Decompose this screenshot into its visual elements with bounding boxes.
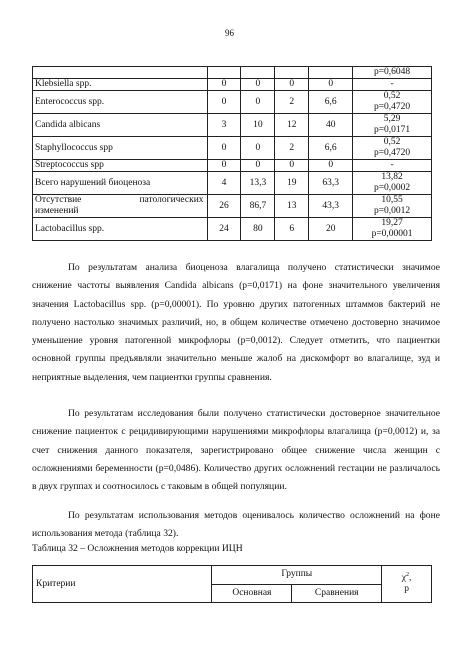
table-cell-value: 43,3 [309, 195, 353, 218]
table-cell-name: Candida albicans [33, 114, 208, 137]
table-cell-value: 0 [241, 137, 275, 160]
header-chi [382, 566, 432, 603]
table-cell-value: 0 [309, 160, 353, 172]
header-p: p [404, 584, 409, 594]
table-cell-stat [353, 218, 432, 241]
table-cell-stat [353, 114, 432, 137]
table-cell-value: 40 [309, 114, 353, 137]
chi-suffix: , [408, 573, 412, 583]
table-cell-value: 3 [207, 114, 241, 137]
cell-line: изменений [35, 206, 79, 216]
table-row [33, 218, 432, 241]
table-cell-stat [353, 91, 432, 114]
table-cell-value: 2 [275, 91, 309, 114]
table-cell-stat [353, 79, 432, 91]
table-row [33, 79, 432, 91]
table-cell-value: 12 [275, 114, 309, 137]
stat-value: 0,52 [383, 91, 401, 101]
table-row [33, 137, 432, 160]
table-cell-value: 0 [241, 160, 275, 172]
table-cell-stat [353, 137, 432, 160]
table-row [33, 195, 432, 218]
stat-value: 0,52 [383, 137, 401, 147]
paragraph-text: По результатам анализа биоценоза влагалища получено статистически значимое снижение частоты выявления Candida albicans (p=0,0171) на фоне значительного увеличения значения Lactobacillus spp. (p=0,00001). По уровню других патогенных штаммов бактерий не получено настолько значимых различий, но, в общем количестве отмечено достоверно значимое уменьшение уровня патогенной микрофлоры (p=0,0012). Следует отметить, что пациентки основной группы предъявляли значительно меньше жалоб на дискомфорт во влагалище, зуд и неприятные выделения, чем пациентки группы сравнения. [32, 262, 440, 383]
p-value: p=0,00001 [371, 229, 413, 239]
header-criteria: Критерии [33, 566, 212, 603]
stat-value: 19,27 [381, 218, 403, 228]
table-cell-name: Staphyllococcus spp [33, 137, 208, 160]
p-value: p=0,4720 [373, 148, 411, 158]
table-cell-name: Klebsiella spp. [33, 79, 208, 91]
paragraph-text: По результатам исследования были получено статистически достоверное значительное снижение пациенток с рецидивирующими нарушениями микрофлоры влагалища (p=0,0012) и, за счет снижения данного показателя, зарегистрировано общее снижение числа женщин с осложнениями беременности (p=0,0486). Количество других осложнений гестации не различалось в двух группах и соотносилось с таковым в общей популяции. [32, 408, 440, 493]
paragraph-text: По результатам использования методов оценивалось количество осложнений на фоне использования метода (таблица 32). [32, 510, 440, 540]
table-cell-name: Lactobacillus spp. [33, 218, 208, 241]
table-caption: Таблица 32 – Осложнения методов коррекции ИЦН [32, 543, 243, 554]
chi-symbol: χ [401, 573, 406, 583]
table-cell-value: 6 [275, 218, 309, 241]
table-cell-value: 20 [309, 218, 353, 241]
stat-value: - [390, 79, 394, 89]
table-cell-value: 4 [207, 172, 241, 195]
chi-superscript: 2 [405, 571, 409, 578]
table-cell-value: 0 [207, 79, 241, 91]
table-cell-value: 24 [207, 218, 241, 241]
table-cell-value: 0 [241, 79, 275, 91]
table-cell-stat [353, 195, 432, 218]
table-cell-stat [353, 160, 432, 172]
header-groups: Группы [212, 566, 382, 585]
table-cell-value: 19 [275, 172, 309, 195]
table-row [33, 114, 432, 137]
table-cell-name: Всего нарушений биоценоза [33, 172, 208, 195]
header-main: Основная [212, 584, 292, 603]
microflora-table [32, 66, 432, 241]
cell-line: Отсутствие патологических [35, 195, 204, 205]
table-cell-value: 86,7 [241, 195, 275, 218]
table-cell-value: 13 [275, 195, 309, 218]
table-cell-value: 0 [241, 91, 275, 114]
header-compare: Сравнения [292, 584, 382, 603]
table-cell-value: 26 [207, 195, 241, 218]
table-cell-value: 63,3 [309, 172, 353, 195]
stat-value: - [390, 160, 394, 170]
p-value: p=0,0171 [373, 125, 411, 135]
complications-table [32, 565, 432, 603]
p-value: p=0,0002 [373, 183, 411, 193]
table-row [33, 172, 432, 195]
table-cell-p: p=0,6048 [353, 67, 432, 79]
paragraph-1 [32, 259, 440, 387]
table-cell-name: Streptococcus spp [33, 160, 208, 172]
table-cell-value: 0 [207, 160, 241, 172]
paragraph-2 [32, 405, 440, 496]
table-cell-value: 6,6 [309, 137, 353, 160]
table-cell-value: 0 [275, 79, 309, 91]
page-number: 96 [225, 28, 234, 38]
table-cell-value: 0 [207, 91, 241, 114]
table-row [33, 91, 432, 114]
stat-value: 10,55 [381, 195, 403, 205]
table-cell-value: 0 [309, 79, 353, 91]
table-cell-value: 6,6 [309, 91, 353, 114]
p-value: p=0,4720 [373, 102, 411, 112]
p-value: p=0,0012 [373, 206, 411, 216]
table-cell-value: 10 [241, 114, 275, 137]
table-cell-name: Enterococcus spp. [33, 91, 208, 114]
table-cell-value: 0 [275, 160, 309, 172]
table-cell-name [33, 195, 208, 218]
table-row [33, 67, 432, 79]
table-cell-stat [353, 172, 432, 195]
table-cell-value: 80 [241, 218, 275, 241]
table-cell-value: 2 [275, 137, 309, 160]
table-cell-value: 13,3 [241, 172, 275, 195]
stat-value: 5,29 [383, 114, 401, 124]
stat-value: 13,82 [381, 172, 403, 182]
table-row [33, 160, 432, 172]
paragraph-3 [32, 507, 440, 544]
table-cell-value: 0 [207, 137, 241, 160]
